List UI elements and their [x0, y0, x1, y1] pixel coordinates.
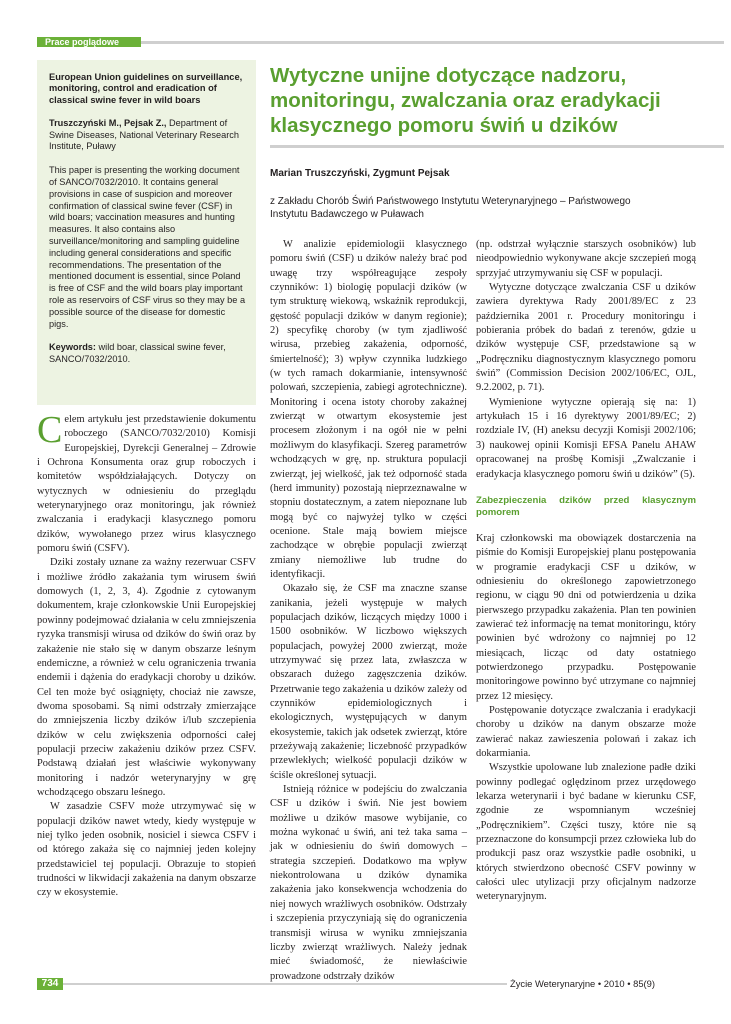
section-tag: Prace poglądowe: [37, 37, 141, 47]
body-paragraph: [37, 409, 256, 556]
english-keywords: [49, 342, 247, 366]
article-title: Wytyczne unijne dotyczące nadzoru, monitoringu, zwalczania oraz eradykacji klasycznego pomoru świń u dzików: [270, 64, 661, 137]
body-paragraph: W analizie epidemiologii klasycznego pomoru świń (CSF) u dzików należy brać pod uwagę trzy współreagujące zespoły czynników: 1) biologię populacji dzików (w tym strukturę wiekową, wskaźnik reprodukcji, gęstość populacji dzików w danym regionie); 2) specyfikę choroby (w tym zjadliwość wirusa, przebieg zakażenia, odporność, śmiertelność); 3) wpływ czynnika ludzkiego (w tych ramach dokarmianie, intensywność polowań, szczepienia, zabiegi agrotechniczne). Monitoring i ocena istoty choroby zakażnej zwierząt w otwartym ekosystemie jest procesem złożonym i na ogół nie w pełni możliwym do klasyfikacji. Szereg parametrów wchodzących w grę, np. struktura populacji zwierząt, jej wielkość, jak też odporność stada (herd immunity) pozostają nieprzeznawalne w stopniu dostatecznym, a zatem niepoznane lub mogą być co najwyżej tylko w części ocenione. Stale mają bowiem miejsce zachodzące w obrębie populacji zwierząt zmiany niemożliwe lub trudne do identyfikacji.: [270, 239, 467, 580]
body-paragraph: Wytyczne dotyczące zwalczania CSF u dzików zawiera dyrektywa Rady 2001/89/EC z 23 października 2001 r. Procedury monitoringu i pobierania próbek do badań z terenów, gdzie u dzików występuje CSF, przedstawione są w „Podręczniku diagnostycznym klasycznego pomoru świń” (Commission Decision 2002/106/EC, OJL, 9.2.2002, p. 71).: [476, 282, 696, 394]
body-column-1: [37, 409, 256, 901]
body-column-3: [476, 238, 696, 905]
body-paragraph: Postępowanie dotyczące zwalczania i eradykacji choroby u dzików na danym obszarze może zawierać nakaz zawieszenia polowań i zakaz ich dokarmiania.: [476, 704, 696, 759]
article-authors: Marian Truszczyński, Zygmunt Pejsak: [270, 168, 450, 179]
english-title: European Union guidelines on surveillance, monitoring, control and eradication of classical swine fever in wild boars: [49, 72, 243, 105]
keywords-text: wild boar, classical swine fever, SANCO/7032/2010.: [49, 342, 226, 365]
english-author-names: Truszczyński M., Pejsak Z.,: [49, 117, 167, 128]
title-rule: [270, 145, 724, 148]
top-rule: [141, 41, 724, 44]
body-paragraph: Istnieją różnice w podejściu do zwalczania CSF u dzików i świń. Nie jest bowiem możliwe u dzików masowe wybijanie, co można wykonać u świń, ani też taka sama – jak w odniesieniu do świń domowych – strategia szczepień. Dodatkowo ma wpływ niekontrolowana u dzików dynamika zakażenia jako konsekwencja wchodzenia do niej nowych wrażliwych osobników. Odstrzały i szczepienia przyczyniają się do ograniczenia transmisji wirusa w wyniku zmniejszania liczby zwierząt wrażliwych. Należy jednak mieć świadomość, że niewłaściwie prowadzone odstrzały dzików: [270, 784, 467, 982]
footer-rule: [63, 983, 507, 985]
page-number: 734: [37, 978, 63, 990]
paragraph-text: elem artykułu jest przedstawienie dokumentu roboczego (SANCO/7032/2010) Komisji Europejskiej, Dyrekcji Generalnej – Zdrowie i Ochrona Konsumenta oraz grup roboczych i komitetów współdziałających. Dotyczy on wytycznych w odniesieniu do przeglądu weterynaryjnego oraz monitoringu, jak również zwalczania i eradykacji klasycznego pomoru dzików, wywołanego przez wirus klasycznego pomoru świń (CSFV).: [37, 414, 256, 555]
section-subheading: Zabezpieczenia dzików przed klasycznym pomorem: [476, 494, 696, 519]
english-summary-box: [37, 60, 256, 405]
body-column-2: [270, 238, 467, 984]
drop-cap: C: [37, 409, 63, 451]
article-affiliation: z Zakładu Chorób Świń Państwowego Instytutu Weterynaryjnego – Państwowego Instytutu Badawczego w Puławach: [270, 196, 631, 220]
keywords-label: Keywords:: [49, 342, 96, 353]
body-paragraph: Wszystkie upolowane lub znalezione padłe dziki powinny podlegać oględzinom przez urzędowego lekarza weterynarii i być badane w kierunku CSF, zgodnie ze wspomnianym wcześniej „Podręcznikiem”. Części tuszy, które nie są przeznaczone do konsumpcji przez człowieka lub do produkcji pasz oraz wszystkie padłe osobniki, u których stwierdzono obecność CSFV powinny w całości ulec utylizacji przy oficjalnym nadzorze weterynaryjnym.: [476, 762, 696, 903]
body-paragraph: W zasadzie CSFV może utrzymywać się w populacji dzików nawet wtedy, kiedy występuje w niej tylko jeden osobnik, nosiciel i siewca CSFV i od którego zakaża się co najmniej jeden kolejny przedstawiciel tej populacji. Obrazuje to stopień trudności w likwidacji zakażenia na danym obszarze czy w ekosystemie.: [37, 801, 256, 899]
english-abstract: This paper is presenting the working document of SANCO/7032/2010. It contains general provisions in case of suspicion and moreover confirmation of classical swine fever (CSF) in wild boars; vaccination measures and hunting measures. It also contains also surveillance/monitoring and sampling guideline including general considerations and specific recommendations. The presentation of the mentioned document is essential, since Poland is free of CSF and the wild boars play important role as reservoirs of CSF virus so they may be a possible source of the disease for domestic pigs.: [49, 165, 246, 329]
english-authors: [49, 118, 247, 153]
journal-citation: Życie Weterynaryjne • 2010 • 85(9): [510, 978, 655, 989]
body-paragraph: Okazało się, że CSF ma znaczne szanse zanikania, jeżeli występuje w małych populacjach dzików, liczących między 1000 i 1500 osobników. W liczbowo większych populacjach, powyżej 2000 zwierząt, może utrzymywać się przez lata, zwłaszcza w obszarach dużego zagęszczenia dzików. Przetrwanie tego zakażenia u dzików zależy od czynników epidemiologicznych i ekologicznych, występujących w danym ekosystemie, takich jak odsetek zwierząt, które przeżywają zakażenie; liczebność przypadków przewlekłych; wielkość populacji dzików w ściśle określonej sytuacji.: [270, 583, 467, 781]
body-paragraph: Dziki zostały uznane za ważny rezerwuar CSFV i możliwe źródło zakażania tym wirusem świń domowych (1, 2, 3, 4). Zgodnie z cytowanym dokumentem, kraje członkowskie Unii Europejskiej powinny podejmować działania w celu zmniejszenia ryzyka transmisji wirusa od dzików do świń oraz by zakażenie nie stało się w danym obszarze leśnym endemiczne, a również w celu ograniczenia trwania endemii i dążenia do eradykacji choroby u dzików. Cel ten może być osiągnięty, chociaż nie zawsze, dwoma sposobami. Są nimi odstrzały zmierzające do zmniejszenia liczby dzików i/lub szczepienia dzików w celu zwiększenia odporności całej populacji przeciw zakażeniu dzików przez CSFV. Podstawą działań jest właściwie wykonywany monitoring i nadzór weterynaryjny w grę wchodzącego obszaru leśnego.: [37, 557, 256, 798]
english-author-affiliation: Department of Swine Diseases, National Veterinary Research Institute, Puławy: [49, 117, 239, 152]
body-paragraph: Wymienione wytyczne opierają się na: 1) artykułach 15 i 16 dyrektywy 2001/89/EC; 2) rozdziale IV, (H) aneksu decyzji Komisji 2002/106; 3) naukowej opinii Komisji EFSA Panelu AHAW opracowanej na prośbę Komisji „Zwalczanie i eradykacja klasycznego pomoru świń u dzików” (5).: [476, 396, 696, 480]
body-paragraph: Kraj członkowski ma obowiązek dostarczenia na piśmie do Komisji Europejskiej planu postępowania w programie eradykacji CSF u dzików, w odniesieniu do określonego zapowietrzonego regionu, w ciągu 90 dni od potwierdzenia u dzika pierwszego przypadku zakażenia. Plan ten powinien zawierać też informację na temat monitoringu, który powinien być wdrożony co najmniej po 12 miesiącach, licząc od daty ostatniego potwierdzonego przypadku. Postępowanie monitoringowe powinno być utrzymane co najmniej przez 12 miesięcy.: [476, 532, 696, 702]
body-paragraph: (np. odstrzał wyłącznie starszych osobników) lub nieodpowiednio wykonywane akcje szczepień mogą sprzyjać utrzymywaniu się CSF w populacji.: [476, 239, 696, 279]
